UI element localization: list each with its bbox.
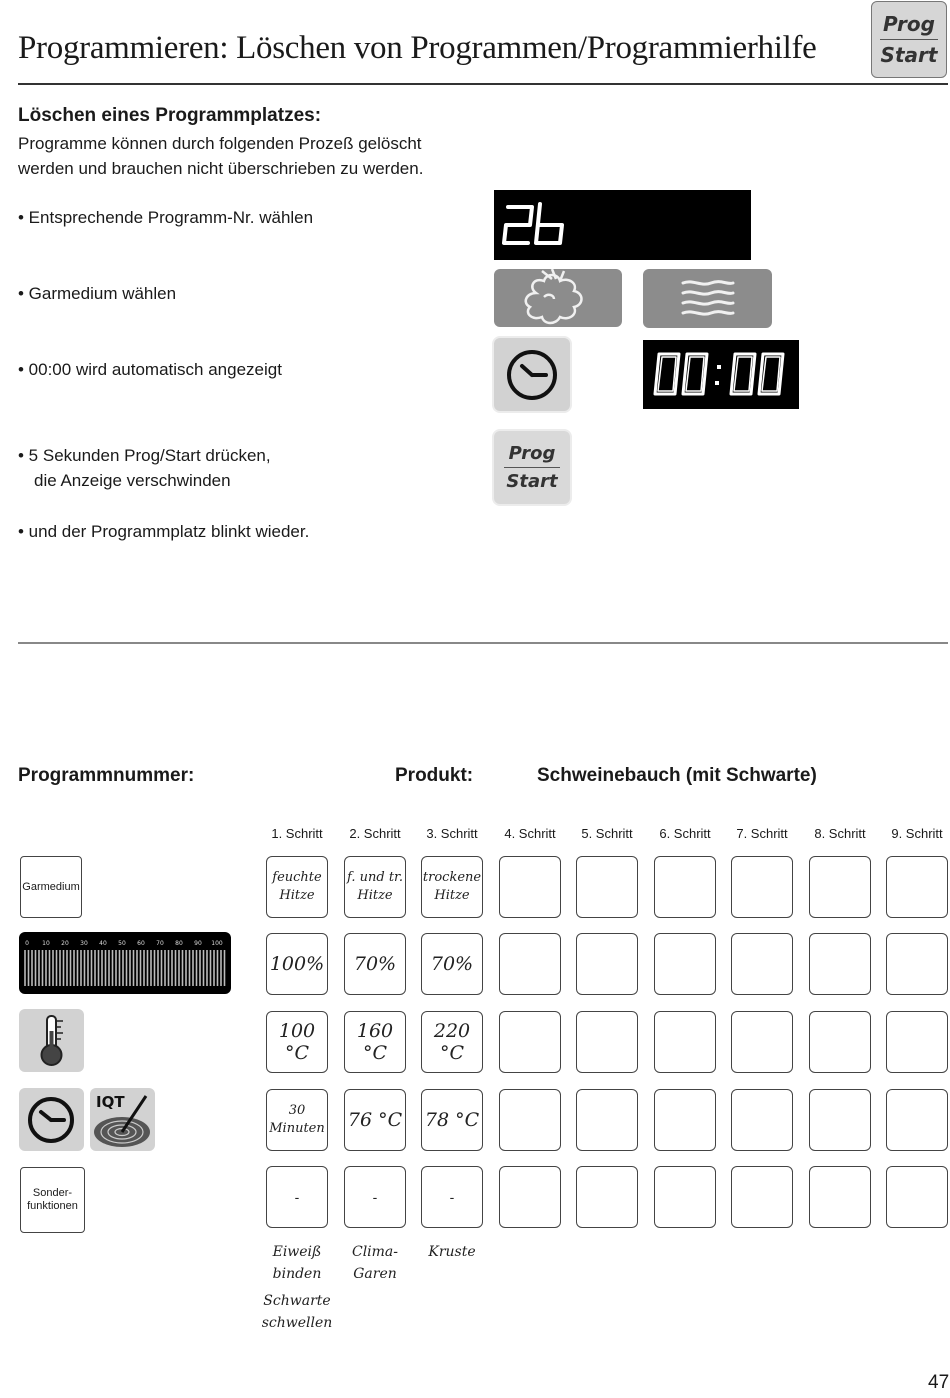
humidity-cell bbox=[654, 933, 716, 995]
temperature-cell bbox=[809, 1011, 871, 1073]
special-function-cell: - bbox=[266, 1166, 328, 1228]
section-divider bbox=[18, 642, 948, 644]
page-number: 47 bbox=[928, 1372, 950, 1393]
step-label: 8. Schritt bbox=[814, 826, 866, 841]
page-title: Programmieren: Löschen von Programmen/Programmierhilfe bbox=[18, 30, 817, 66]
time-cell bbox=[809, 1089, 871, 1151]
step-label: 2. Schritt bbox=[349, 826, 401, 841]
garmedium-cell bbox=[499, 856, 561, 918]
time-cell bbox=[731, 1089, 793, 1151]
scale-tick-label: 10 bbox=[42, 940, 50, 947]
step-note: Clima- Garen bbox=[351, 1244, 399, 1282]
special-function-cell bbox=[654, 1166, 716, 1228]
special-function-cell bbox=[886, 1166, 948, 1228]
temperature-cell bbox=[886, 1011, 948, 1073]
clock-tile bbox=[19, 1088, 84, 1151]
time-cell bbox=[576, 1089, 638, 1151]
start-label: Start bbox=[880, 43, 938, 68]
special-functions-row-label bbox=[20, 1167, 85, 1233]
prog-start-button bbox=[494, 431, 570, 504]
scale-tick-label: 90 bbox=[194, 940, 202, 947]
temperature-cell: 100 °C bbox=[266, 1011, 328, 1073]
step-label: 7. Schritt bbox=[736, 826, 788, 841]
step-label: 4. Schritt bbox=[504, 826, 556, 841]
steam-button bbox=[494, 269, 622, 327]
humidity-scale bbox=[19, 932, 231, 994]
iqt-label: IQT bbox=[96, 1093, 125, 1111]
time-cell bbox=[886, 1089, 948, 1151]
time-display bbox=[643, 340, 799, 409]
bullet-press-prog-start-cont: die Anzeige verschwinden bbox=[34, 471, 231, 490]
bullet-select-program: • Entsprechende Programm-Nr. wählen bbox=[18, 208, 314, 227]
special-function-cell bbox=[809, 1166, 871, 1228]
core-probe-tile bbox=[90, 1088, 155, 1151]
special-function-cell bbox=[499, 1166, 561, 1228]
product-value: Schweinebauch (mit Schwarte) bbox=[537, 765, 817, 786]
step-label: 1. Schritt bbox=[271, 826, 323, 841]
clock-icon bbox=[19, 1088, 84, 1151]
temperature-cell: 220 °C bbox=[421, 1011, 483, 1073]
garmedium-cell bbox=[809, 856, 871, 918]
program-number-label: Programmnummer: bbox=[18, 765, 195, 786]
special-function-cell: - bbox=[344, 1166, 406, 1228]
temperature-cell bbox=[654, 1011, 716, 1073]
start-label: Start bbox=[506, 471, 558, 493]
heat-waves-icon bbox=[643, 269, 772, 328]
scale-tick-label: 30 bbox=[80, 940, 88, 947]
step-note: Kruste bbox=[428, 1244, 476, 1260]
temperature-cell: 160 °C bbox=[344, 1011, 406, 1073]
bullet-auto-display: • 00:00 wird automatisch angezeigt bbox=[18, 360, 282, 379]
step-label: 6. Schritt bbox=[659, 826, 711, 841]
temperature-cell bbox=[731, 1011, 793, 1073]
step-label: 9. Schritt bbox=[891, 826, 943, 841]
humidity-cell bbox=[809, 933, 871, 995]
special-functions-label-2: funktionen bbox=[27, 1200, 78, 1212]
special-function-cell bbox=[576, 1166, 638, 1228]
timer-button bbox=[494, 338, 570, 411]
bullet-press-prog-start: • 5 Sekunden Prog/Start drücken, bbox=[18, 446, 271, 465]
garmedium-row-label: Garmedium bbox=[20, 856, 82, 918]
humidity-cell: 70% bbox=[344, 933, 406, 995]
steam-icon bbox=[494, 269, 622, 327]
humidity-cell bbox=[576, 933, 638, 995]
humidity-cell: 70% bbox=[421, 933, 483, 995]
special-function-cell bbox=[731, 1166, 793, 1228]
thermometer-icon bbox=[19, 1009, 84, 1072]
temperature-cell bbox=[499, 1011, 561, 1073]
scale-tick-label: 40 bbox=[99, 940, 107, 947]
scale-tick-label: 80 bbox=[175, 940, 183, 947]
scale-tick-label: 20 bbox=[61, 940, 69, 947]
garmedium-cell bbox=[886, 856, 948, 918]
humidity-cell bbox=[499, 933, 561, 995]
prog-start-button-header bbox=[871, 1, 947, 78]
clock-icon bbox=[494, 338, 570, 411]
step-label: 3. Schritt bbox=[426, 826, 478, 841]
humidity-cell: 100% bbox=[266, 933, 328, 995]
garmedium-cell bbox=[576, 856, 638, 918]
prog-label: Prog bbox=[508, 442, 556, 464]
time-digits bbox=[643, 340, 799, 409]
humidity-cell bbox=[731, 933, 793, 995]
humidity-slider-icon bbox=[19, 932, 231, 994]
garmedium-cell bbox=[654, 856, 716, 918]
thermometer-tile bbox=[19, 1009, 84, 1072]
product-label: Produkt: bbox=[395, 765, 474, 786]
intro-text: Programme können durch folgenden Prozeß gelöscht werden und brauchen nicht überschrieben zu werden. bbox=[18, 134, 424, 178]
program-number-display bbox=[494, 190, 751, 260]
garmedium-cell: trockene Hitze bbox=[421, 856, 483, 918]
scale-tick-label: 70 bbox=[156, 940, 164, 947]
bullet-blinks-again: • und der Programmplatz blinkt wieder. bbox=[18, 522, 310, 541]
temperature-cell bbox=[576, 1011, 638, 1073]
step-label: 5. Schritt bbox=[581, 826, 633, 841]
program-number-digits bbox=[494, 190, 751, 260]
core-probe-icon bbox=[90, 1088, 155, 1151]
time-cell: 76 °C bbox=[344, 1089, 406, 1151]
garmedium-cell: feuchte Hitze bbox=[266, 856, 328, 918]
garmedium-cell bbox=[731, 856, 793, 918]
prog-label: Prog bbox=[883, 11, 935, 36]
scale-tick-label: 50 bbox=[118, 940, 126, 947]
step-note: Eiweiß binden Schwarte schwellen bbox=[261, 1244, 333, 1331]
time-cell bbox=[654, 1089, 716, 1151]
humidity-cell bbox=[886, 933, 948, 995]
dry-heat-button bbox=[643, 269, 772, 328]
special-function-cell: - bbox=[421, 1166, 483, 1228]
scale-tick-label: 0 bbox=[25, 940, 29, 947]
garmedium-cell: f. und tr. Hitze bbox=[344, 856, 406, 918]
time-cell: 30 Minuten bbox=[266, 1089, 328, 1151]
scale-tick-label: 60 bbox=[137, 940, 145, 947]
time-cell: 78 °C bbox=[421, 1089, 483, 1151]
scale-tick-label: 100 bbox=[211, 940, 223, 947]
time-cell bbox=[499, 1089, 561, 1151]
section-heading: Löschen eines Programmplatzes: bbox=[18, 105, 322, 126]
title-divider bbox=[18, 83, 948, 85]
bullet-select-medium: • Garmedium wählen bbox=[18, 284, 177, 303]
special-functions-label-1: Sonder- bbox=[32, 1187, 73, 1199]
